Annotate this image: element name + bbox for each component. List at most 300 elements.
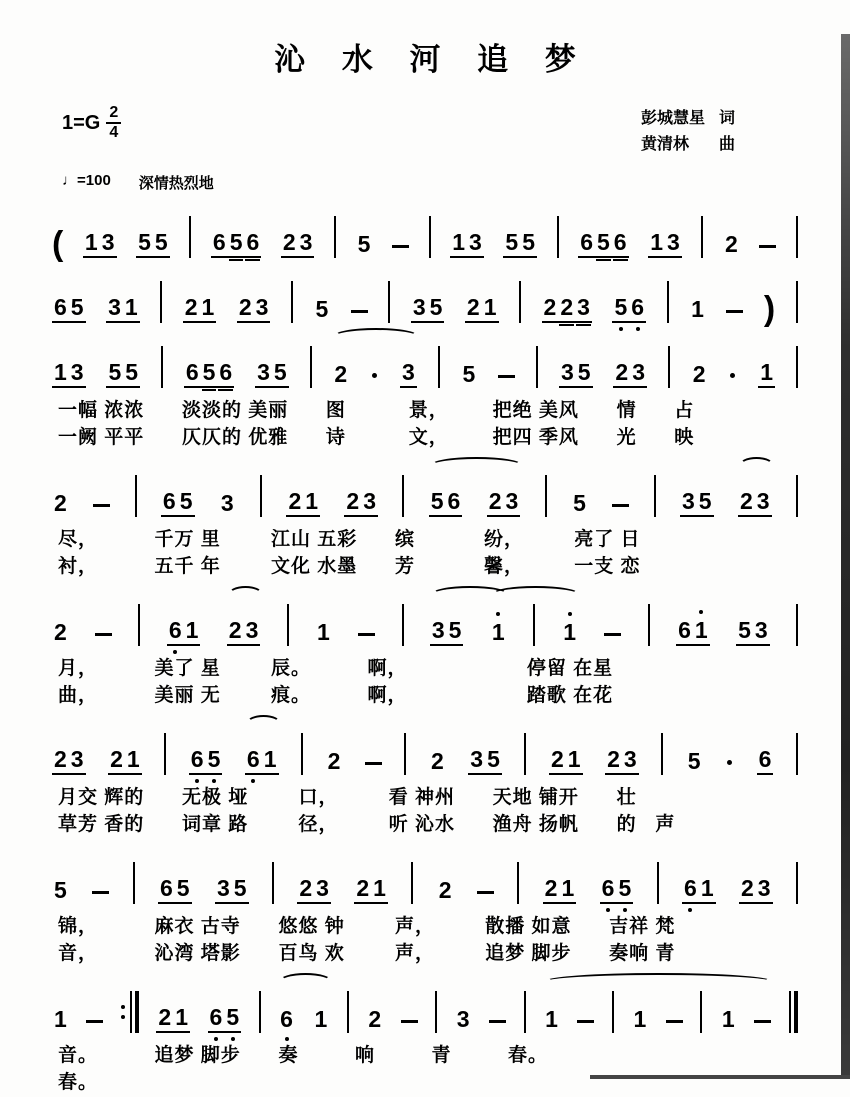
note: 3 <box>361 489 378 517</box>
barline <box>164 733 166 775</box>
tempo-row <box>0 154 850 193</box>
note-group <box>208 1005 242 1033</box>
note-group <box>167 618 201 646</box>
note-group <box>549 747 583 775</box>
key-signature <box>62 105 121 141</box>
note: 5 <box>687 747 701 774</box>
note: 3 <box>467 230 484 258</box>
time-signature-numerator: 2 <box>106 105 121 124</box>
note-group <box>286 489 320 517</box>
note: 1 <box>721 1005 735 1032</box>
note: 3 <box>100 230 117 258</box>
note: 5 <box>272 360 289 388</box>
duration-dash <box>612 504 629 507</box>
song-title: 沁 水 河 追 梦 <box>274 42 590 77</box>
note: 6 <box>245 747 262 775</box>
barline <box>260 475 262 517</box>
note: 2 <box>605 747 622 775</box>
sheet-music-page <box>0 34 850 1093</box>
note-group <box>758 360 775 388</box>
meta-row <box>0 79 850 154</box>
score-line <box>0 262 850 328</box>
note-group <box>542 295 592 323</box>
barline <box>796 216 798 258</box>
note-group <box>437 878 454 904</box>
barline <box>301 733 303 775</box>
composer-role: 曲 <box>718 136 735 153</box>
barline <box>796 475 798 517</box>
lyrics-row-verse-1: 月， 美了 星 辰。 啊， 停留 在星 <box>58 657 614 679</box>
note: 6 <box>217 360 234 388</box>
lyrics-block <box>0 517 850 581</box>
high-octave-dot <box>568 612 572 616</box>
note-group <box>237 295 271 323</box>
note: 5 <box>736 618 753 646</box>
notes-row <box>0 327 850 388</box>
note: 3 <box>756 876 773 904</box>
score-line <box>0 714 850 839</box>
duration-dash <box>93 504 110 507</box>
note: 5 <box>228 230 245 258</box>
note: 6 <box>208 1005 225 1033</box>
note: 1 <box>262 747 279 775</box>
note: 3 <box>411 295 428 323</box>
note: 5 <box>106 360 123 388</box>
lyrics-block <box>0 388 850 452</box>
scan-edge-artifact-bottom <box>590 1075 850 1079</box>
note-group <box>83 230 117 258</box>
note: 1 <box>450 230 467 258</box>
note-group <box>632 1007 649 1033</box>
barline <box>435 991 437 1033</box>
note: 2 <box>227 618 244 646</box>
note-group <box>52 747 86 775</box>
scan-edge-artifact <box>841 34 850 1079</box>
note: 5 <box>428 295 445 323</box>
note: 3 <box>456 1005 470 1032</box>
note: 2 <box>183 295 200 323</box>
note: 5 <box>429 489 446 517</box>
duration-dash <box>401 1020 418 1023</box>
note: 5 <box>178 489 195 517</box>
notes-row <box>0 585 850 646</box>
note-group <box>52 295 86 323</box>
note-group <box>739 876 773 904</box>
note-group <box>366 1007 383 1033</box>
notes-row <box>0 714 850 775</box>
note: 1 <box>303 489 320 517</box>
lyrics-row-verse-1: 尽， 千万 里 江山 五彩 缤 纷， 亮了 日 <box>58 528 641 550</box>
note: 3 <box>665 230 682 258</box>
note: 3 <box>244 618 261 646</box>
augmentation-dot <box>730 373 735 378</box>
note-group <box>559 360 593 388</box>
duration-dash <box>392 245 409 248</box>
note: 6 <box>184 360 201 388</box>
barline <box>189 216 191 258</box>
note-group <box>52 1007 69 1033</box>
duration-dash <box>498 375 515 378</box>
note: 1 <box>559 876 576 904</box>
expression-mark: 深情热烈地 <box>138 175 214 192</box>
note-group <box>313 297 330 323</box>
score-line <box>0 843 850 968</box>
note-group <box>682 876 716 904</box>
note-group <box>245 747 279 775</box>
barline <box>429 216 431 258</box>
note: 2 <box>549 747 566 775</box>
note: 2 <box>327 747 341 774</box>
note: 5 <box>69 295 86 323</box>
note: 1 <box>317 618 330 645</box>
note: 1 <box>693 618 710 646</box>
note: 5 <box>54 876 67 903</box>
note: 5 <box>447 618 464 646</box>
barline <box>138 604 140 646</box>
note-group <box>468 747 502 775</box>
note: 6 <box>612 230 629 258</box>
key-label: 1=G <box>62 111 101 134</box>
note: 1 <box>54 1005 67 1032</box>
slur-arc <box>430 457 523 474</box>
duration-dash <box>754 1020 771 1023</box>
note: 5 <box>485 747 502 775</box>
note: 6 <box>278 1007 295 1033</box>
note-group <box>543 876 577 904</box>
notes-row <box>0 972 850 1033</box>
note: 5 <box>576 360 593 388</box>
note: 2 <box>281 230 298 258</box>
note-group <box>344 489 378 517</box>
note: 2 <box>54 618 67 645</box>
low-octave-dot <box>212 779 216 783</box>
barline <box>668 346 670 388</box>
augmentation-dot <box>727 760 732 765</box>
barline <box>648 604 650 646</box>
score-line <box>0 197 850 263</box>
note: 1 <box>561 620 578 646</box>
note: 2 <box>692 361 706 387</box>
barline <box>701 216 703 258</box>
note-group <box>278 1007 295 1033</box>
low-octave-dot <box>195 779 199 783</box>
note: 1 <box>123 295 140 323</box>
note: 3 <box>106 295 123 323</box>
lyrics-row-verse-1: 一幅 浓浓 淡淡的 美丽 图 景， 把绝 美风 情 占 <box>58 400 695 421</box>
note: 6 <box>161 489 178 517</box>
barline <box>700 991 702 1033</box>
lyrics-row-verse-1: 音。 追梦 脚步 奏 响 青 春。 <box>58 1044 548 1066</box>
note: 5 <box>232 876 249 904</box>
high-octave-dot <box>496 612 500 616</box>
note: 2 <box>156 1005 173 1033</box>
barline <box>291 281 293 323</box>
barline <box>661 733 663 775</box>
note: 1 <box>371 876 388 904</box>
barline <box>654 475 656 517</box>
note: 6 <box>676 618 693 646</box>
barline <box>524 991 526 1033</box>
note-group <box>183 295 217 323</box>
barline <box>557 216 559 258</box>
lyrics-block <box>0 775 850 839</box>
barline <box>524 733 526 775</box>
note-group <box>429 489 463 517</box>
barline <box>796 604 798 646</box>
composer-name: 黄清林 <box>640 136 689 153</box>
duration-dash <box>489 1020 506 1023</box>
note: 6 <box>600 876 617 904</box>
note: 2 <box>543 876 560 904</box>
note-group <box>561 620 578 646</box>
note: 3 <box>753 618 770 646</box>
note: 2 <box>613 360 630 388</box>
phrase-open-paren: ( <box>52 224 64 263</box>
barline <box>287 604 289 646</box>
note: 3 <box>314 876 331 904</box>
barline <box>519 281 521 323</box>
note-group <box>106 360 140 388</box>
note: 2 <box>54 489 67 516</box>
note: 6 <box>757 747 774 775</box>
note: 2 <box>52 747 69 775</box>
note: 3 <box>254 295 271 323</box>
note: 1 <box>490 620 507 646</box>
lyrics-row-verse-2: 衬， 五千 年 文化 水墨 芳 馨， 一支 恋 <box>58 555 641 577</box>
note: 1 <box>482 295 499 323</box>
note: 2 <box>738 489 755 517</box>
note-group <box>161 489 195 517</box>
barline <box>310 346 312 388</box>
note-group <box>255 360 289 388</box>
duration-dash <box>759 245 776 248</box>
note-group <box>326 749 343 775</box>
barline <box>612 991 614 1033</box>
note: 3 <box>468 747 485 775</box>
note: 1 <box>699 876 716 904</box>
note-group <box>736 618 770 646</box>
barline <box>533 604 535 646</box>
note-group <box>108 747 142 775</box>
duration-dash <box>726 310 743 313</box>
low-octave-dot <box>214 1037 218 1041</box>
barline <box>388 281 390 323</box>
note: 2 <box>297 876 314 904</box>
duration-dash <box>92 891 109 894</box>
note-group <box>158 876 192 904</box>
note-group <box>429 749 446 775</box>
note-group <box>600 876 634 904</box>
note-group <box>52 360 86 388</box>
note: 6 <box>244 230 261 258</box>
note-group <box>490 620 507 646</box>
note: 5 <box>697 489 714 517</box>
slur-arc <box>246 715 281 732</box>
note-group <box>738 489 772 517</box>
note-group <box>315 620 332 646</box>
barline <box>161 346 163 388</box>
lyrics-block <box>0 904 850 968</box>
barline <box>259 991 261 1033</box>
note-group <box>219 491 236 517</box>
slur-arc <box>544 973 773 990</box>
note: 5 <box>315 296 329 322</box>
note-group <box>52 620 69 646</box>
note-group <box>400 360 417 388</box>
note: 3 <box>255 360 272 388</box>
note-group <box>313 1007 330 1033</box>
note-group <box>156 1005 190 1033</box>
barline <box>796 862 798 904</box>
barline <box>657 862 659 904</box>
note: 5 <box>612 295 629 323</box>
duration-dash <box>604 633 621 636</box>
note: 5 <box>503 230 520 258</box>
barline <box>272 862 274 904</box>
note: 2 <box>334 361 348 387</box>
note-group <box>691 362 708 388</box>
barline <box>536 346 538 388</box>
slur-arc <box>739 457 774 474</box>
note-group <box>723 232 740 258</box>
barline <box>796 733 798 775</box>
lyrics-row-verse-2: 一阙 平平 仄仄的 优雅 诗 文， 把四 季风 光 映 <box>58 426 695 448</box>
note-group <box>613 360 647 388</box>
barline <box>334 216 336 258</box>
note-group <box>356 232 373 258</box>
note-group <box>227 618 261 646</box>
final-barline <box>789 991 798 1033</box>
note: 5 <box>462 361 476 387</box>
note-group <box>52 491 69 517</box>
slur-arc <box>333 328 419 345</box>
note: 2 <box>368 1005 382 1032</box>
note-group <box>184 360 234 388</box>
note: 5 <box>357 231 371 257</box>
note: 6 <box>578 230 595 258</box>
note: 2 <box>344 489 361 517</box>
note: 5 <box>224 1005 241 1033</box>
note: 2 <box>487 489 504 517</box>
notes-row <box>0 843 850 904</box>
barline <box>133 862 135 904</box>
duration-dash <box>666 1020 683 1023</box>
lyrics-row-verse-2: 春。 <box>58 1071 99 1093</box>
note-group <box>189 747 223 775</box>
note-group <box>686 749 703 775</box>
note: 3 <box>575 295 592 323</box>
barline <box>545 475 547 517</box>
note-group <box>461 362 478 388</box>
note-group <box>430 618 464 646</box>
note: 6 <box>446 489 463 517</box>
note: 3 <box>69 360 86 388</box>
note: 1 <box>314 1005 328 1032</box>
lyrics-row-verse-1: 月交 辉的 无极 垭 口， 看 神州 天地 铺开 壮 <box>58 786 637 808</box>
score-line <box>0 456 850 581</box>
low-octave-dot <box>623 908 627 912</box>
note: 5 <box>595 230 612 258</box>
note: 1 <box>648 230 665 258</box>
note: 6 <box>167 618 184 646</box>
note: 3 <box>680 489 697 517</box>
note: 3 <box>630 360 647 388</box>
note-group <box>571 491 588 517</box>
note-group <box>211 230 261 258</box>
lyricist-role: 词 <box>718 110 735 127</box>
note-group <box>578 230 628 258</box>
score-line <box>0 585 850 710</box>
repeat-end-barline <box>121 991 139 1033</box>
barline <box>796 281 798 323</box>
notes-row <box>0 197 850 263</box>
note: 3 <box>559 360 576 388</box>
high-octave-dot <box>699 610 703 614</box>
duration-dash <box>365 762 382 765</box>
note-group <box>52 878 69 904</box>
note: 3 <box>69 747 86 775</box>
note: 3 <box>215 876 232 904</box>
note-group <box>450 230 484 258</box>
note: 2 <box>724 231 738 257</box>
note: 1 <box>200 295 217 323</box>
note: 5 <box>206 747 223 775</box>
lyrics-row-verse-2: 音， 沁湾 塔影 百鸟 欢 声， 追梦 脚步 奏响 青 <box>58 942 676 964</box>
lyrics-block <box>0 1033 850 1097</box>
score-line <box>0 327 850 452</box>
duration-dash <box>477 891 494 894</box>
note-group <box>354 876 388 904</box>
note: 6 <box>158 876 175 904</box>
note: 2 <box>739 876 756 904</box>
duration-dash <box>351 310 368 313</box>
phrase-close-paren: ) <box>763 289 776 328</box>
barline <box>404 733 406 775</box>
note-group <box>680 489 714 517</box>
notes-row <box>0 262 850 328</box>
note-group <box>215 876 249 904</box>
note: 1 <box>125 747 142 775</box>
note: 5 <box>175 876 192 904</box>
slur-arc <box>279 973 332 990</box>
note: 2 <box>108 747 125 775</box>
notes-row <box>0 456 850 517</box>
duration-dash <box>86 1020 103 1023</box>
score-body <box>0 193 850 1097</box>
note: 2 <box>286 489 303 517</box>
note: 2 <box>438 876 452 903</box>
note: 2 <box>542 295 559 323</box>
lyrics-row-verse-1: 锦， 麻衣 古寺 悠悠 钟 声， 散播 如意 吉祥 梵 <box>58 915 676 937</box>
note: 2 <box>430 747 444 774</box>
note: 5 <box>573 489 586 516</box>
note: 5 <box>153 230 170 258</box>
note: 1 <box>83 230 100 258</box>
note: 6 <box>52 295 69 323</box>
slur-arc <box>491 586 580 603</box>
note-group <box>411 295 445 323</box>
lyrics-block <box>0 646 850 710</box>
note: 6 <box>211 230 228 258</box>
lyrics-row-verse-2: 草芳 香的 词章 路 径， 听 沁水 渔舟 扬帆 的 声 <box>58 813 676 835</box>
note-group <box>297 876 331 904</box>
note-group <box>612 295 646 323</box>
note: 5 <box>123 360 140 388</box>
note: 1 <box>633 1005 647 1032</box>
duration-dash <box>358 633 375 636</box>
note-group <box>465 295 499 323</box>
lyricist-name: 彭城慧星 <box>640 110 705 127</box>
